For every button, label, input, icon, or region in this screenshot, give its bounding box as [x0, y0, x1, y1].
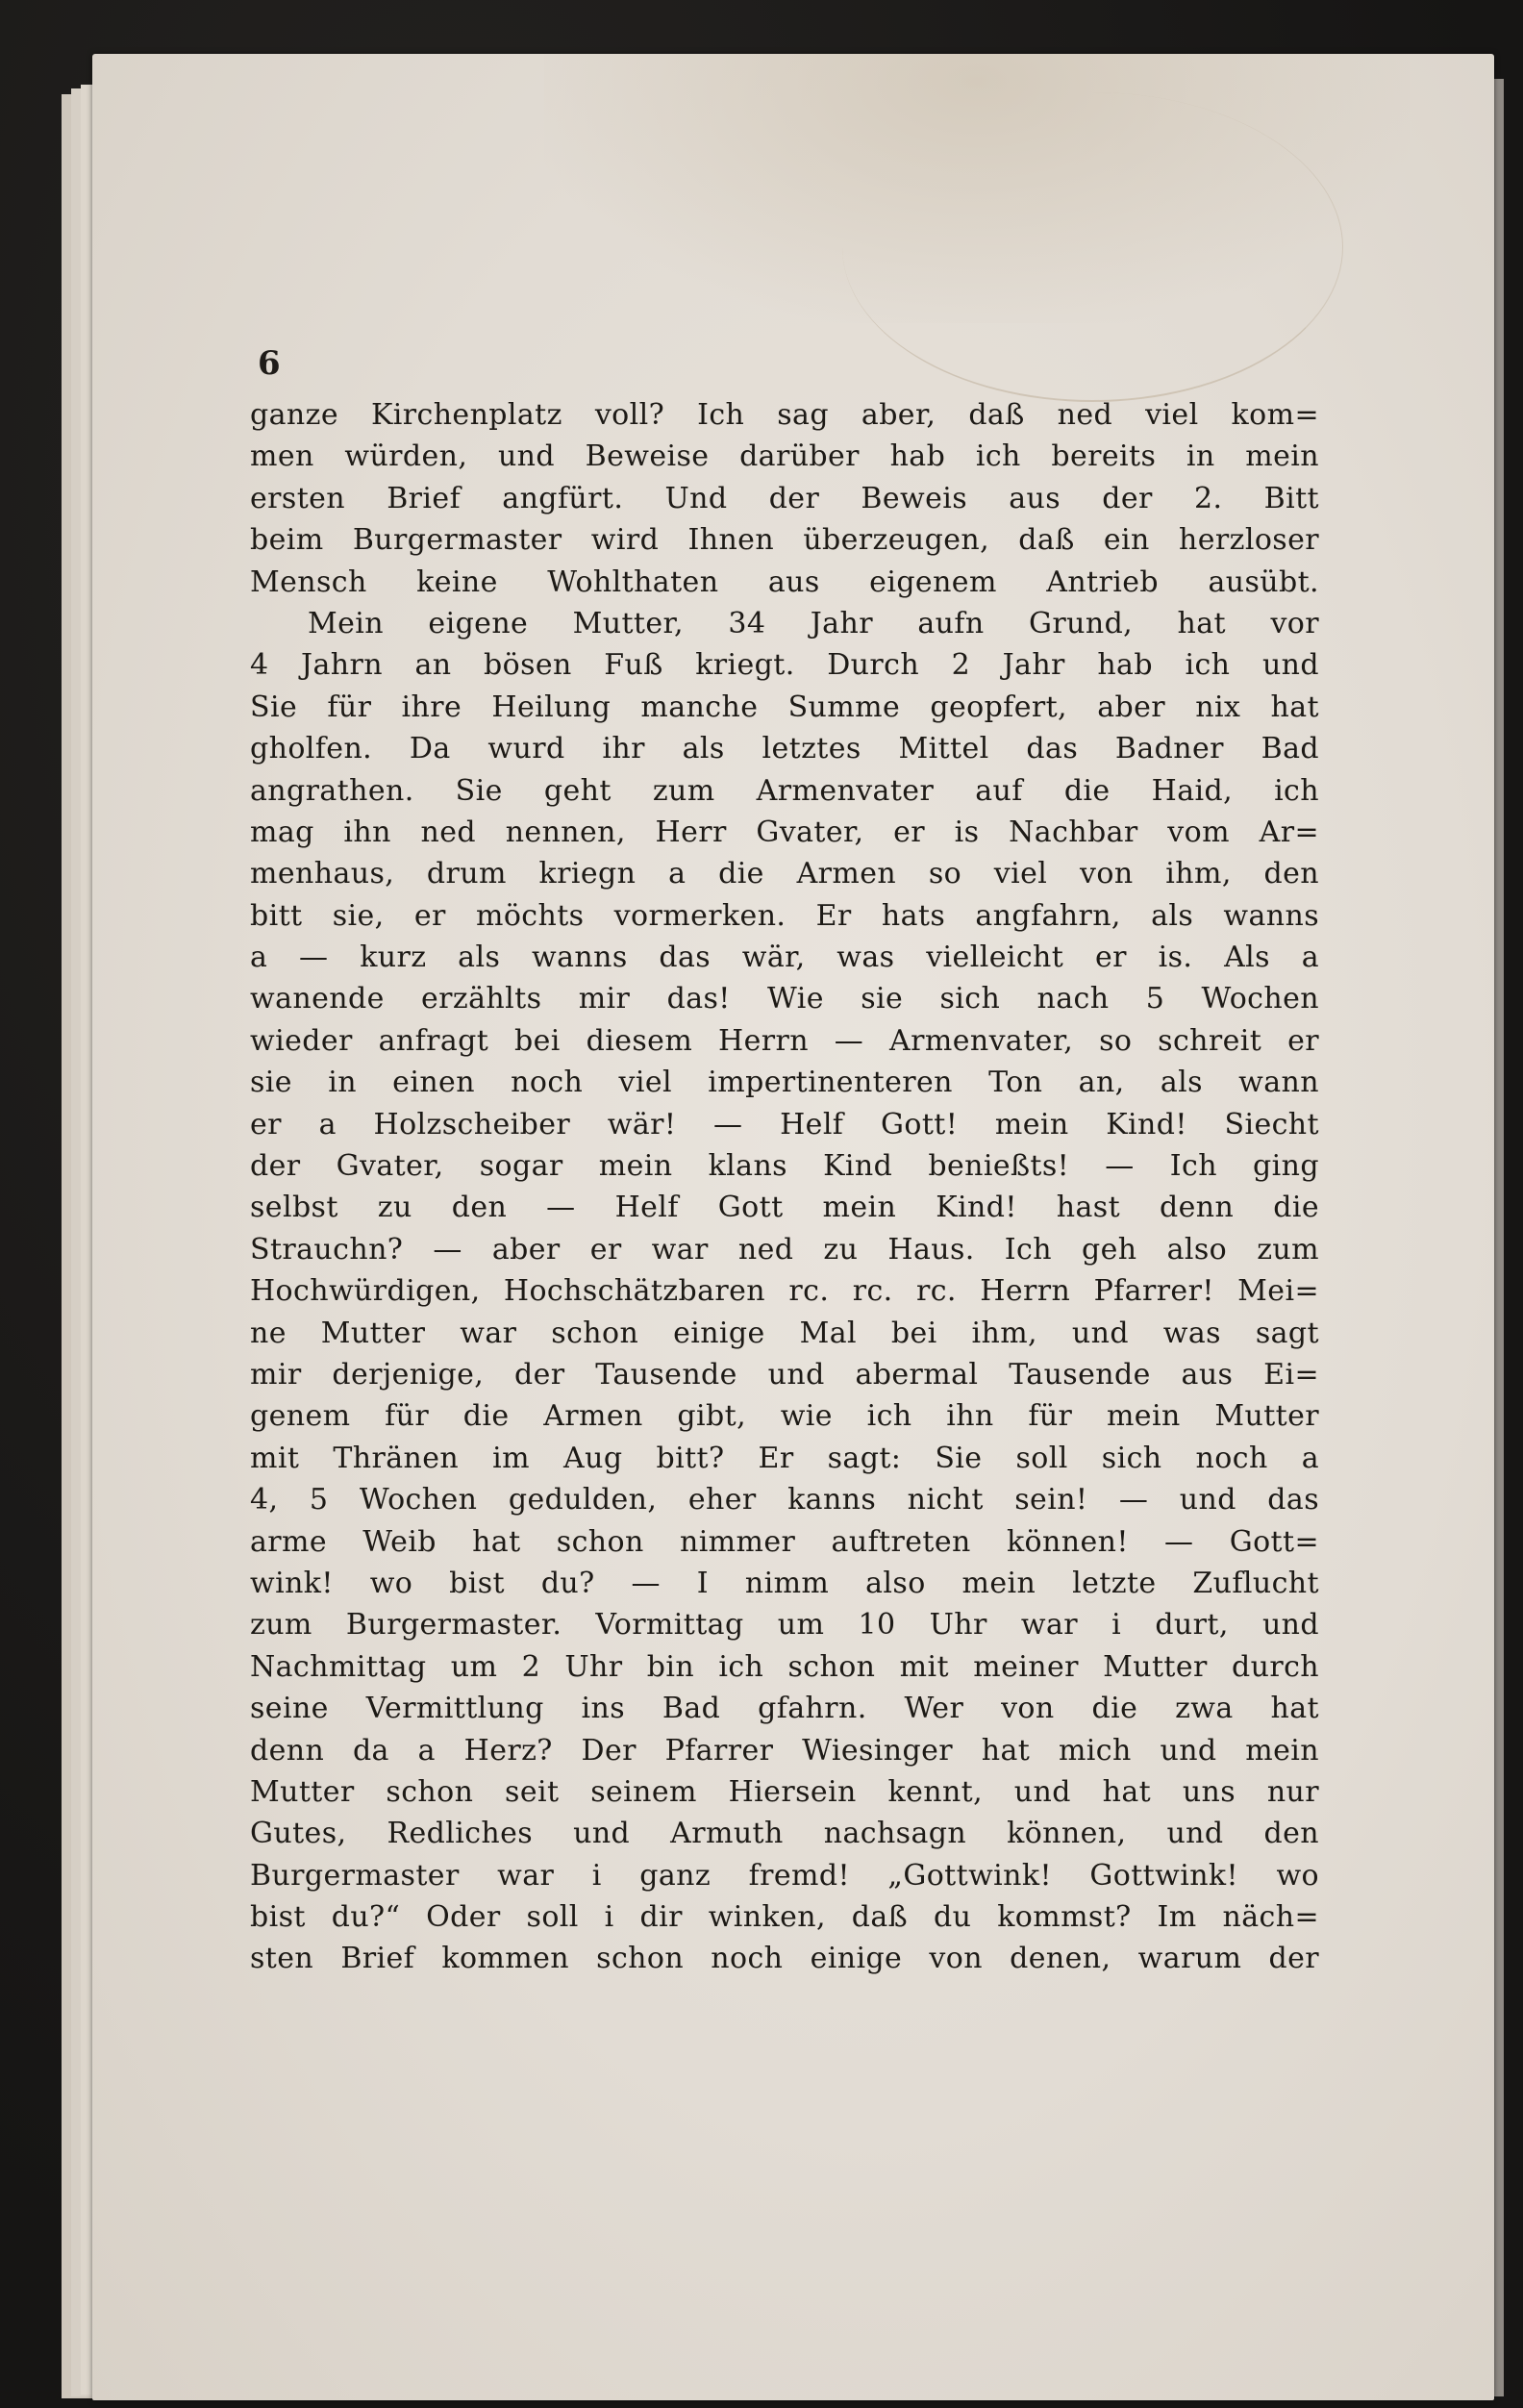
text-line: Mein eigene Mutter, 34 Jahr aufn Grund, hat vor — [308, 606, 1319, 640]
text-line: Mensch keine Wohlthaten aus eigenem Antrieb ausübt. — [250, 564, 1319, 599]
text-line: selbst zu den — Helf Gott mein Kind! hast denn die — [250, 1191, 1319, 1225]
text-line: Burgermaster war i ganz fremd! „Gottwink! Gottwink! wo — [250, 1858, 1319, 1893]
text-line: angrathen. Sie geht zum Armenvater auf die Haid, ich — [250, 773, 1319, 808]
text-line: ganze Kirchenplatz voll? Ich sag aber, daß ned viel kom= — [250, 398, 1319, 432]
text-line: gholfen. Da wurd ihr als letztes Mittel das Badner Bad — [250, 732, 1319, 766]
text-line: Hochwürdigen, Hochschätzbaren rc. rc. rc. Herrn Pfarrer! Mei= — [250, 1274, 1319, 1309]
text-line: Gutes, Redliches und Armuth nachsagn können, und den — [250, 1817, 1319, 1851]
text-line: wink! wo bist du? — I nimm also mein letzte Zuflucht — [250, 1566, 1319, 1600]
text-line: wieder anfragt bei diesem Herrn — Armenvater, so schreit er — [250, 1023, 1319, 1058]
text-line: Mutter schon seit seinem Hiersein kennt, und hat uns nur — [250, 1774, 1319, 1809]
text-line: sie in einen noch viel impertinenteren Ton an, als wann — [250, 1066, 1319, 1100]
text-line: genem für die Armen gibt, wie ich ihn für mein Mutter — [250, 1399, 1319, 1434]
text-line: ersten Brief angfürt. Und der Beweis aus der 2. Bitt — [250, 481, 1319, 515]
text-line: bitt sie, er möchts vormerken. Er hats angfahrn, als wanns — [250, 898, 1319, 933]
text-line: a — kurz als wanns das wär, was vielleicht er is. Als a — [250, 941, 1319, 975]
text-line: mir derjenige, der Tausende und abermal Tausende aus Ei= — [250, 1357, 1319, 1392]
text-line: bist du?“ Oder soll i dir winken, daß du kommst? Im näch= — [250, 1900, 1319, 1935]
text-line: seine Vermittlung ins Bad gfahrn. Wer von die zwa hat — [250, 1692, 1319, 1726]
text-line: wanende erzählts mir das! Wie sie sich nach 5 Wochen — [250, 982, 1319, 1016]
water-stain-outline — [842, 92, 1343, 402]
water-stain — [544, 54, 1410, 323]
text-line: zum Burgermaster. Vormittag um 10 Uhr war i durt, und — [250, 1608, 1319, 1643]
text-line: Sie für ihre Heilung manche Summe geopfert, aber nix hat — [250, 690, 1319, 724]
text-line: sten Brief kommen schon noch einige von denen, warum der — [250, 1942, 1319, 1976]
text-line: mag ihn ned nennen, Herr Gvater, er is Nachbar vom Ar= — [250, 815, 1319, 849]
text-line: Nachmittag um 2 Uhr bin ich schon mit meiner Mutter durch — [250, 1649, 1319, 1684]
text-line: beim Burgermaster wird Ihnen überzeugen, daß ein herzloser — [250, 523, 1319, 558]
text-line: 4 Jahrn an bösen Fuß kriegt. Durch 2 Jahr hab ich und — [250, 648, 1319, 683]
text-line: der Gvater, sogar mein klans Kind benießts! — Ich ging — [250, 1149, 1319, 1184]
text-line: Strauchn? — aber er war ned zu Haus. Ich geh also zum — [250, 1232, 1319, 1267]
text-line: mit Thränen im Aug bitt? Er sagt: Sie soll sich noch a — [250, 1441, 1319, 1475]
text-line: arme Weib hat schon nimmer auftreten können! — Gott= — [250, 1524, 1319, 1559]
text-line: menhaus, drum kriegn a die Armen so viel von ihm, den — [250, 857, 1319, 891]
text-line: 4, 5 Wochen gedulden, eher kanns nicht sein! — und das — [250, 1483, 1319, 1518]
text-line: ne Mutter war schon einige Mal bei ihm, und was sagt — [250, 1316, 1319, 1350]
text-line: er a Holzscheiber wär! — Helf Gott! mein Kind! Siecht — [250, 1107, 1319, 1141]
page-number: 6 — [258, 344, 281, 383]
text-line: men würden, und Beweise darüber hab ich bereits in mein — [250, 439, 1319, 474]
text-line: denn da a Herz? Der Pfarrer Wiesinger hat mich und mein — [250, 1733, 1319, 1768]
page-text — [250, 394, 1319, 1980]
